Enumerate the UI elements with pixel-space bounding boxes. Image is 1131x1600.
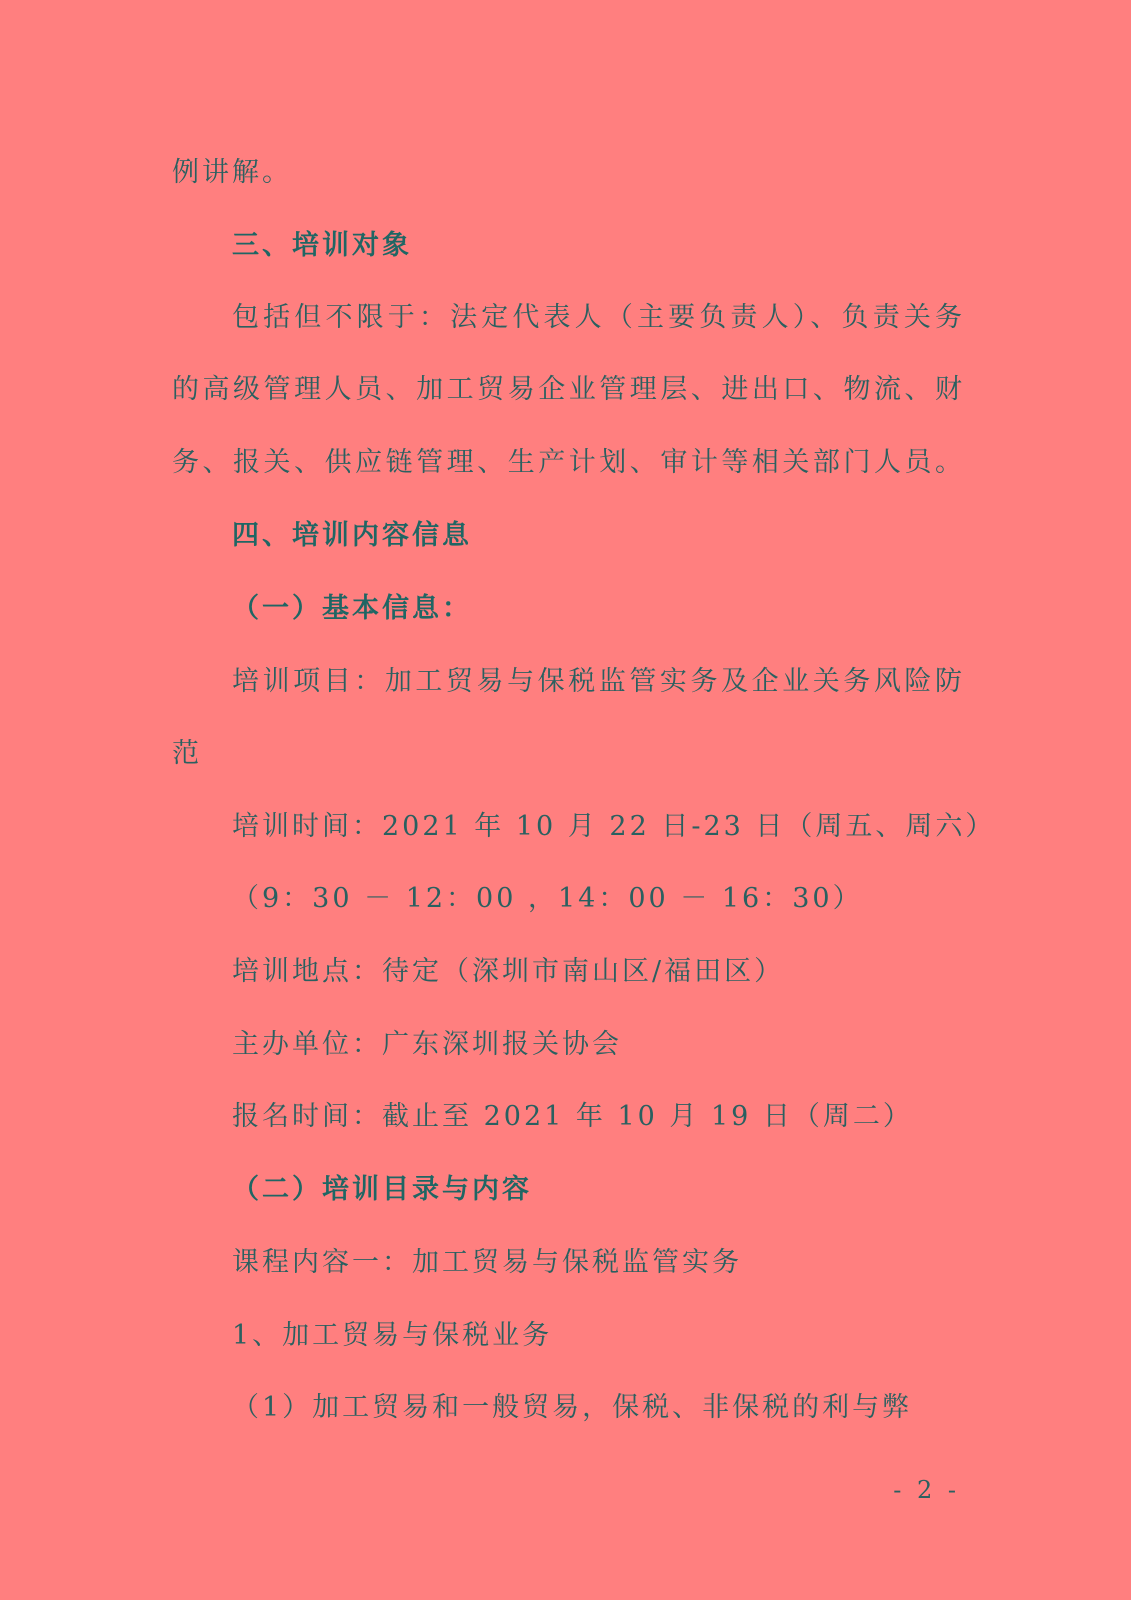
- section-heading-training-content: 四、培训内容信息: [232, 520, 472, 551]
- page-number: - 2 -: [893, 1476, 960, 1504]
- subsection-heading-basic-info: （一）基本信息：: [232, 593, 472, 624]
- training-time-line: 培训时间：2021 年 10 月 22 日-23 日（周五、周六）: [232, 811, 996, 842]
- paragraph-line: 的高级管理人员、加工贸易企业管理层、进出口、物流、财: [172, 374, 962, 405]
- section-heading-training-targets: 三、培训对象: [232, 230, 412, 261]
- paragraph-line: 包括但不限于：法定代表人（主要负责人）、负责关务: [232, 302, 962, 333]
- training-hours-line: （9：30 － 12：00 ，14：00 － 16：30）: [232, 883, 863, 914]
- training-project-line-cont: 范: [172, 738, 202, 769]
- registration-time-line: 报名时间：截止至 2021 年 10 月 19 日（周二）: [232, 1101, 913, 1132]
- subsection-heading-catalog: （二）培训目录与内容: [232, 1174, 532, 1205]
- course-content-line: 课程内容一：加工贸易与保税监管实务: [232, 1247, 742, 1278]
- organizer-line: 主办单位：广东深圳报关协会: [232, 1029, 622, 1060]
- list-item: （1）加工贸易和一般贸易，保税、非保税的利与弊: [232, 1392, 913, 1423]
- paragraph-line: 务、报关、供应链管理、生产计划、审计等相关部门人员。: [172, 447, 962, 478]
- list-item: 1、加工贸易与保税业务: [232, 1320, 553, 1351]
- training-location-line: 培训地点：待定（深圳市南山区/福田区）: [232, 956, 785, 987]
- paragraph-line: 例讲解。: [172, 157, 292, 188]
- training-project-line: 培训项目：加工贸易与保税监管实务及企业关务风险防: [232, 666, 962, 697]
